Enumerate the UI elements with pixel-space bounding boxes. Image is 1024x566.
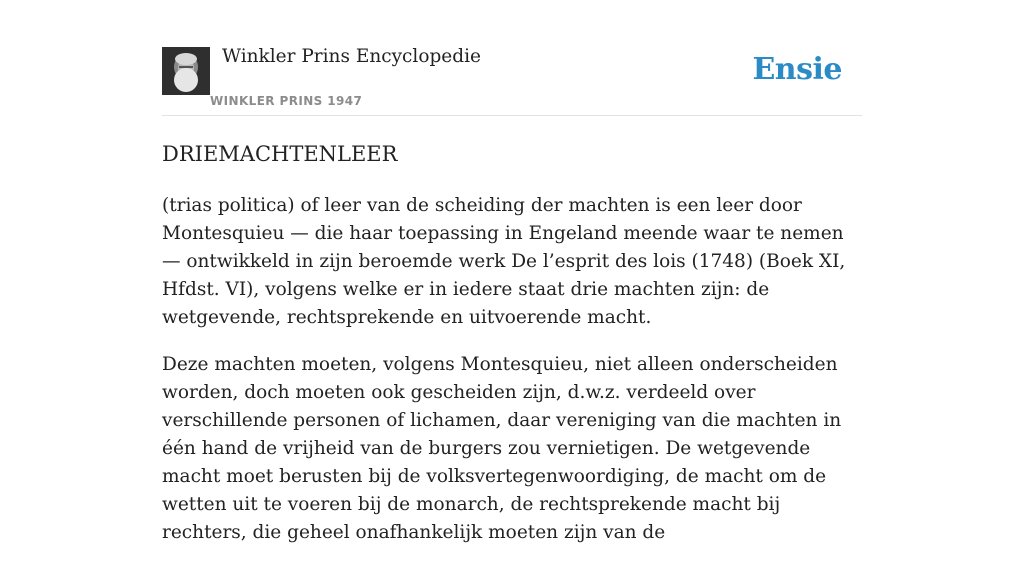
portrait-avatar-icon (162, 47, 210, 95)
header-divider (162, 115, 862, 116)
entry-paragraph-1: (trias politica) of leer van de scheiding der machten is een leer door Montesquieu — die haar toepassing in Engeland meende waar te nemen — ontwikkeld in zijn beroemde werk De l’esprit des lois (1748) (Boek XI, Hfdst. VI), volgens welke er in iedere staat drie machten zijn: de wetgevende, rechtsprekende en uitvoerende macht. (162, 195, 846, 328)
brand-logo[interactable]: Ensie (752, 52, 842, 87)
source-subtitle[interactable]: WINKLER PRINS 1947 (210, 94, 363, 108)
entry-headword: DRIEMACHTENLEER (162, 142, 398, 166)
source-title[interactable]: Winkler Prins Encyclopedie (222, 46, 481, 67)
entry-body (162, 192, 862, 566)
author-avatar[interactable] (162, 47, 210, 95)
entry-paragraph-2: Deze machten moeten, volgens Montesquieu, niet alleen onderscheiden worden, doch moeten ook gescheiden zijn, d.w.z. verdeeld over verschillende personen of lichamen, daar vereniging van die machten in één hand de vrijheid van de burgers zou vernietigen. De wetgevende macht moet berusten bij de volksvertegenwoordiging, de macht om de wetten uit te voeren bij de monarch, de rechtsprekende macht bij rechters, die geheel onafhankelijk moeten zijn van de (162, 354, 842, 543)
